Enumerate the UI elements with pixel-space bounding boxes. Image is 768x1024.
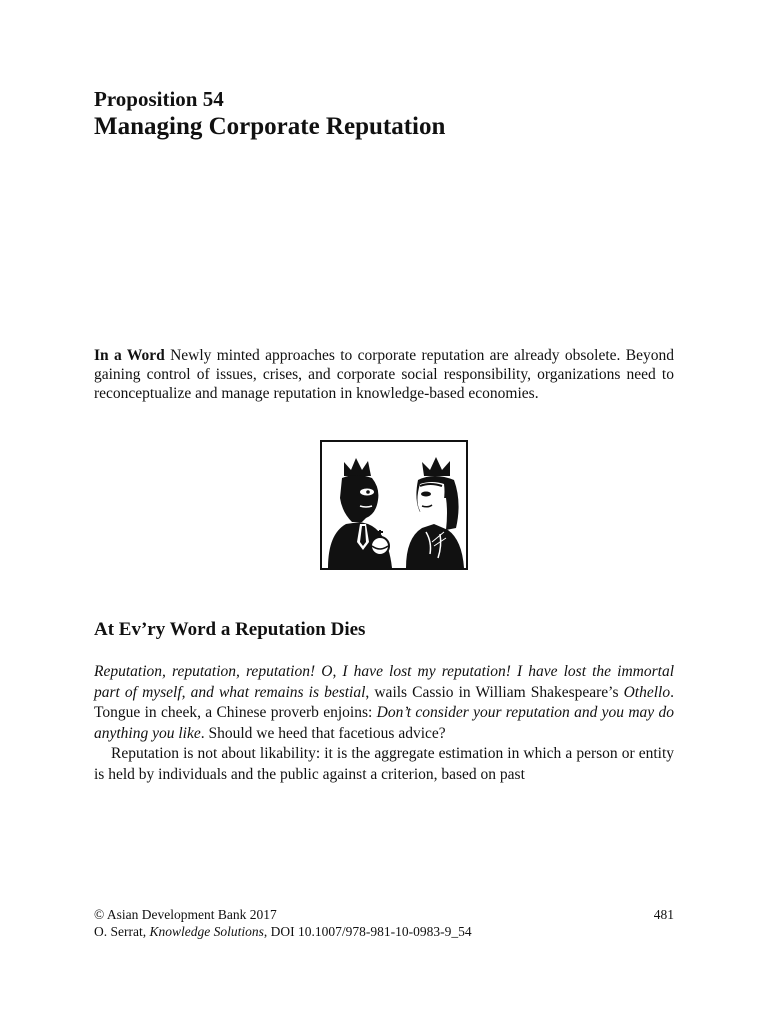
abstract-lead: In a Word — [94, 347, 165, 364]
page-number: 481 — [653, 907, 674, 922]
paragraph-2: Reputation is not about likability: it is the aggregate estimation in which a person or entity is held by individuals and the public against a criterion, based on past — [94, 745, 674, 783]
citation-line: O. Serrat, Knowledge Solutions, DOI 10.1007/978-981-10-0983-9_54 — [94, 924, 472, 939]
paragraph-1: Reputation, reputation, reputation! O, I have lost my reputation! I have lost the immortal part of myself, and what remains is bestial, wails Cassio in William Shakespeare’s Othello. Tongue in cheek, a Chinese proverb enjoins: Don’t consider your reputation and you may do anything you like. Should we heed that facetious advice? — [94, 663, 674, 742]
queen-face-icon — [417, 482, 444, 516]
king-head-icon — [340, 475, 378, 522]
copyright-line: © Asian Development Bank 2017 — [94, 907, 277, 922]
book-title: Knowledge Solutions — [149, 924, 264, 939]
proverb: Don’t consider your reputation and you may do anything you like — [94, 704, 674, 742]
orb-icon — [371, 537, 389, 555]
body-text — [94, 662, 674, 785]
queen-crown-icon — [422, 457, 450, 476]
king-queen-drawing — [322, 442, 466, 568]
cassio-quote: Reputation, reputation, reputation! O, I have lost my reputation! I have lost the immortal part of myself, and what remains is bestial — [94, 663, 674, 701]
proposition-label: Proposition 54 — [94, 87, 224, 111]
king-and-queen-illustration — [320, 440, 468, 570]
chapter-title: Managing Corporate Reputation — [94, 113, 446, 140]
abstract — [94, 346, 674, 403]
queen-body-icon — [406, 524, 464, 568]
footer — [94, 906, 674, 940]
king-crown-icon — [344, 458, 371, 476]
abstract-text: Newly minted approaches to corporate reputation are already obsolete. Beyond gaining control of issues, crises, and corporate social responsibility, organizations need to reconceptualize and manage reputation in knowledge-based economies. — [94, 347, 674, 402]
play-title: Othello — [623, 683, 671, 701]
section-heading: At Ev’ry Word a Reputation Dies — [94, 619, 366, 640]
